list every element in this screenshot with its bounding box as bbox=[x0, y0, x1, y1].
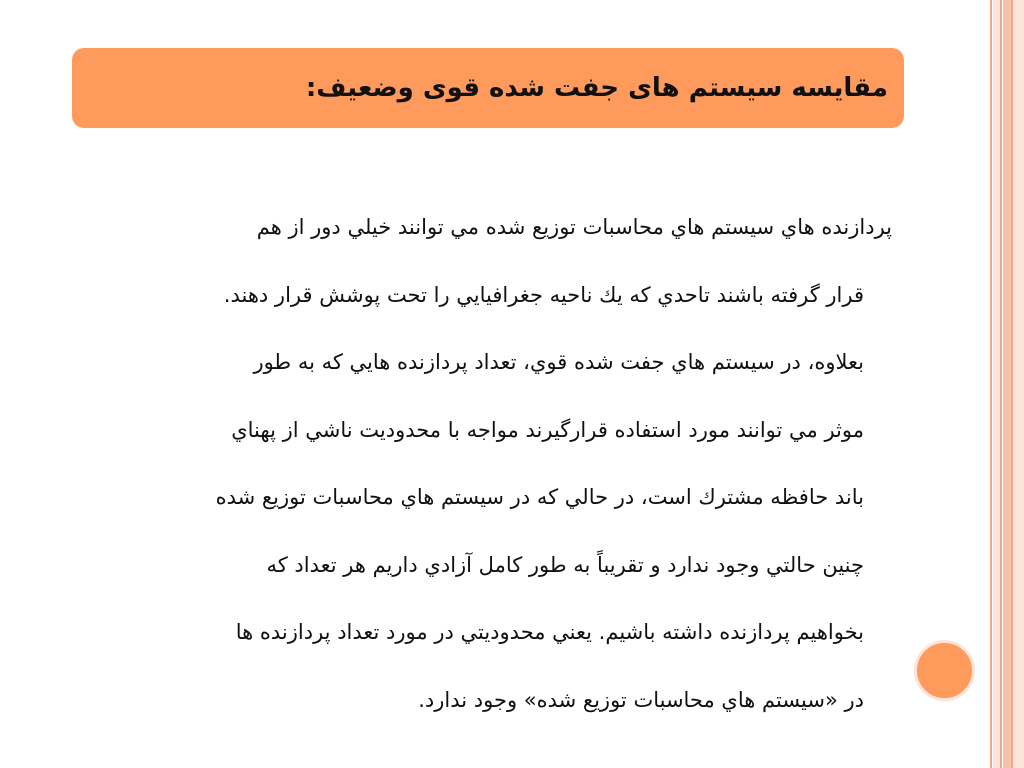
body-line: قرار گرفته باشند تاحدي كه يك ناحيه جغرافيايي را تحت پوشش قرار دهند. bbox=[223, 282, 864, 307]
body-paragraph bbox=[84, 194, 892, 734]
body-line: بخواهيم پردازنده داشته باشيم. يعني محدوديتي در مورد تعداد پردازنده ها bbox=[235, 620, 864, 644]
decor-stripe-6 bbox=[1013, 0, 1024, 768]
body-line: بعلاوه، در سيستم هاي جفت شده قوي، تعداد پردازنده هايي كه به طور bbox=[253, 350, 864, 374]
slide-title: مقایسه سیستم های جفت شده قوی وضعیف: bbox=[305, 73, 888, 103]
body-line: موثر مي توانند مورد استفاده قرارگيرند مواجه با محدوديت ناشي از پهناي bbox=[231, 417, 864, 442]
body-line: پردازنده هاي سيستم هاي محاسبات توزيع شده مي توانند خيلي دور از هم bbox=[256, 215, 892, 239]
decor-stripe-3 bbox=[1000, 0, 1002, 768]
decor-circle bbox=[914, 640, 975, 701]
decor-stripe-4 bbox=[1003, 0, 1011, 768]
body-line: در «سيستم هاي محاسبات توزيع شده» وجود ندارد. bbox=[418, 687, 864, 712]
body-line: باند حافظه مشترك است، در حالي كه در سيستم هاي محاسبات توزيع شده bbox=[215, 485, 864, 509]
body-line: چنين حالتي وجود ندارد و تقريباً به طور كامل آزادي داريم هر تعداد كه bbox=[266, 552, 864, 577]
title-bar bbox=[72, 48, 904, 128]
decor-stripe-1 bbox=[990, 0, 992, 768]
decor-stripe-2 bbox=[993, 0, 1000, 768]
